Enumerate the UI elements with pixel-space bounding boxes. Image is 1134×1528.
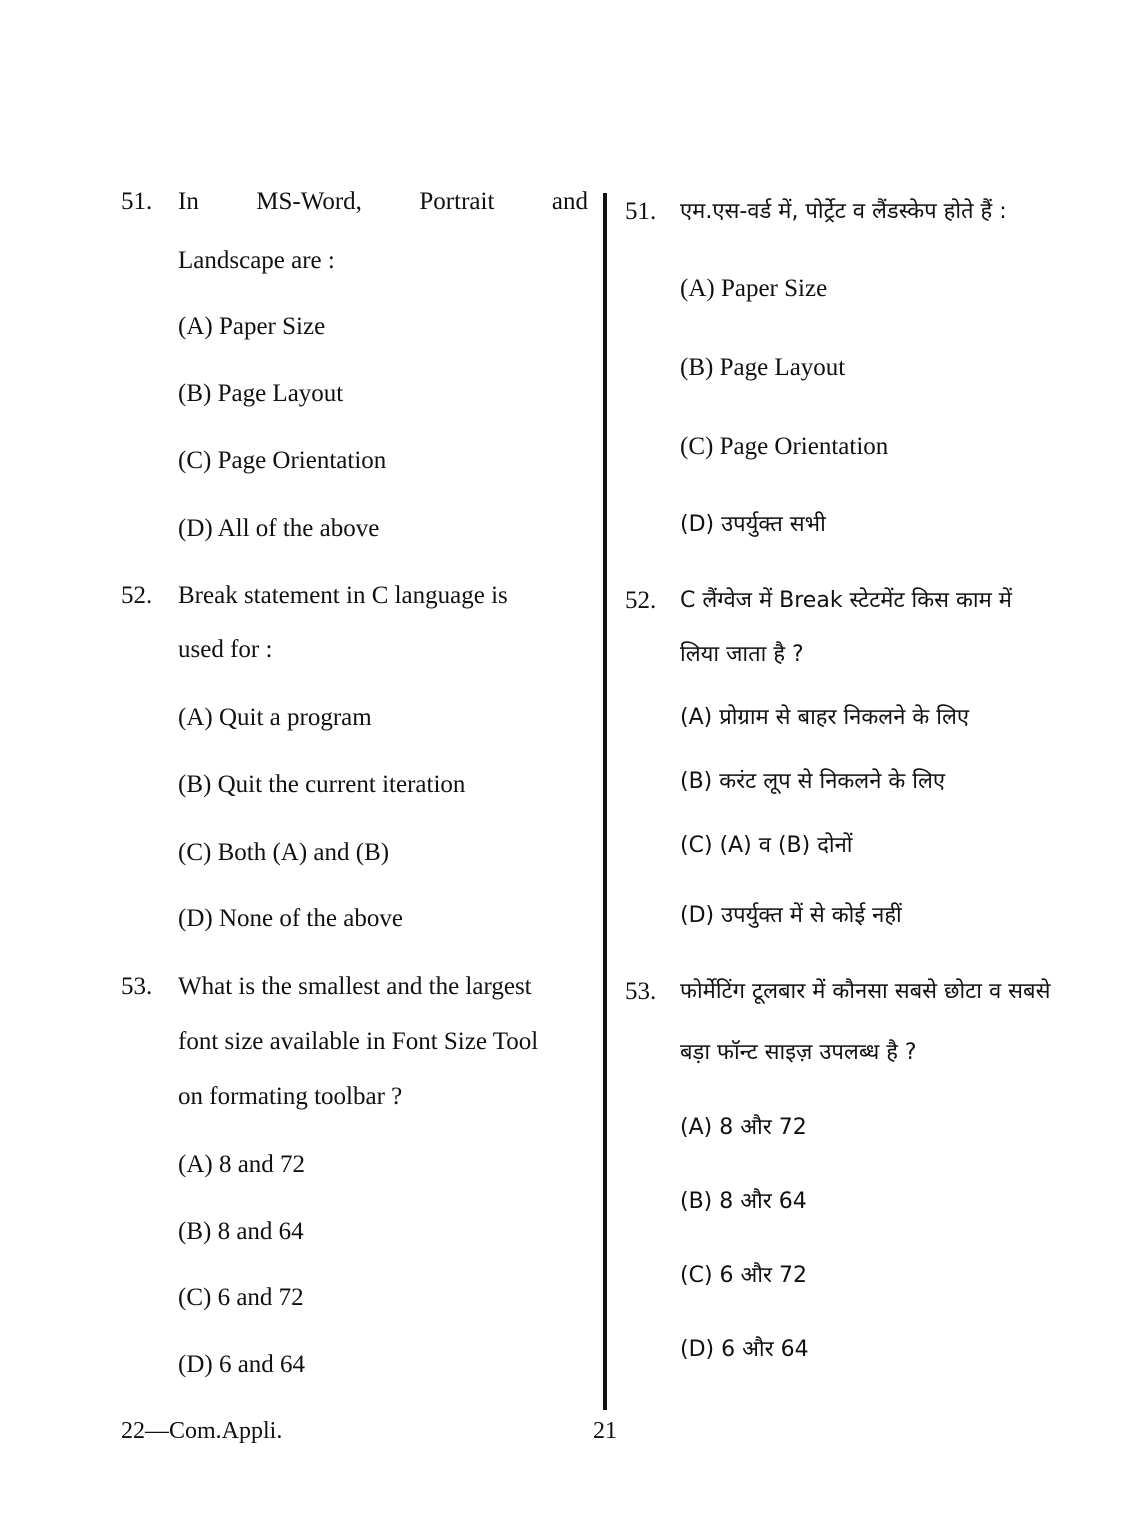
paper-code: 22—Com.Appli. <box>121 1418 283 1444</box>
question-text-line-1: In MS-Word, Portrait and <box>178 188 588 215</box>
question-number: 51. <box>121 188 153 215</box>
option-d: (D) 6 और 64 <box>680 1337 809 1362</box>
option-d: (D) 6 and 64 <box>178 1351 306 1378</box>
option-a: (A) Quit a program <box>178 704 372 731</box>
option-b: (B) Page Layout <box>178 380 344 407</box>
question-text-line-1: एम.एस-वर्ड में, पोर्ट्रेट व लैंडस्केप होते हैं : <box>680 199 1007 224</box>
option-a: (A) 8 और 72 <box>680 1115 807 1140</box>
option-c: (C) Page Orientation <box>680 433 889 460</box>
question-text-line-2: Landscape are : <box>178 247 335 274</box>
option-c: (C) (A) व (B) दोनों <box>680 833 853 858</box>
question-number: 52. <box>625 587 657 614</box>
question-text-line-1: C लैंग्वेज में Break स्टेटमेंट किस काम में <box>680 588 1012 613</box>
question-number: 53. <box>625 978 657 1005</box>
question-text-line-1: फोर्मेटिंग टूलबार में कौनसा सबसे छोटा व सबसे <box>680 979 1051 1004</box>
question-text-line-2: font size available in Font Size Tool <box>178 1028 539 1055</box>
question-text-line-1: What is the smallest and the largest <box>178 973 532 1000</box>
question-text-line-1: Break statement in C language is <box>178 582 508 609</box>
option-d: (D) उपर्युक्त में से कोई नहीं <box>680 903 902 928</box>
option-a: (A) प्रोग्राम से बाहर निकलने के लिए <box>680 705 970 730</box>
question-text-line-3: on formating toolbar ? <box>178 1083 403 1110</box>
page-number: 21 <box>593 1418 617 1444</box>
option-b: (B) Quit the current iteration <box>178 771 466 798</box>
option-a: (A) Paper Size <box>178 313 326 340</box>
option-d: (D) All of the above <box>178 515 380 542</box>
option-b: (B) 8 और 64 <box>680 1189 807 1214</box>
option-b: (B) Page Layout <box>680 354 846 381</box>
option-a: (A) 8 and 72 <box>178 1151 306 1178</box>
option-a: (A) Paper Size <box>680 275 828 302</box>
column-divider <box>603 193 607 1410</box>
question-number: 53. <box>121 973 153 1000</box>
option-b: (B) 8 and 64 <box>178 1218 304 1245</box>
question-text-line-2: लिया जाता है ? <box>680 642 804 667</box>
option-b: (B) करंट लूप से निकलने के लिए <box>680 769 946 794</box>
option-c: (C) 6 और 72 <box>680 1263 808 1288</box>
option-c: (C) Both (A) and (B) <box>178 839 390 866</box>
question-text-line-2: used for : <box>178 636 273 663</box>
option-c: (C) Page Orientation <box>178 447 387 474</box>
option-c: (C) 6 and 72 <box>178 1284 304 1311</box>
option-d: (D) उपर्युक्त सभी <box>680 512 826 537</box>
question-number: 52. <box>121 582 153 609</box>
question-text-line-2: बड़ा फॉन्ट साइज़ उपलब्ध है ? <box>680 1040 917 1065</box>
question-number: 51. <box>625 198 657 225</box>
option-d: (D) None of the above <box>178 905 403 932</box>
